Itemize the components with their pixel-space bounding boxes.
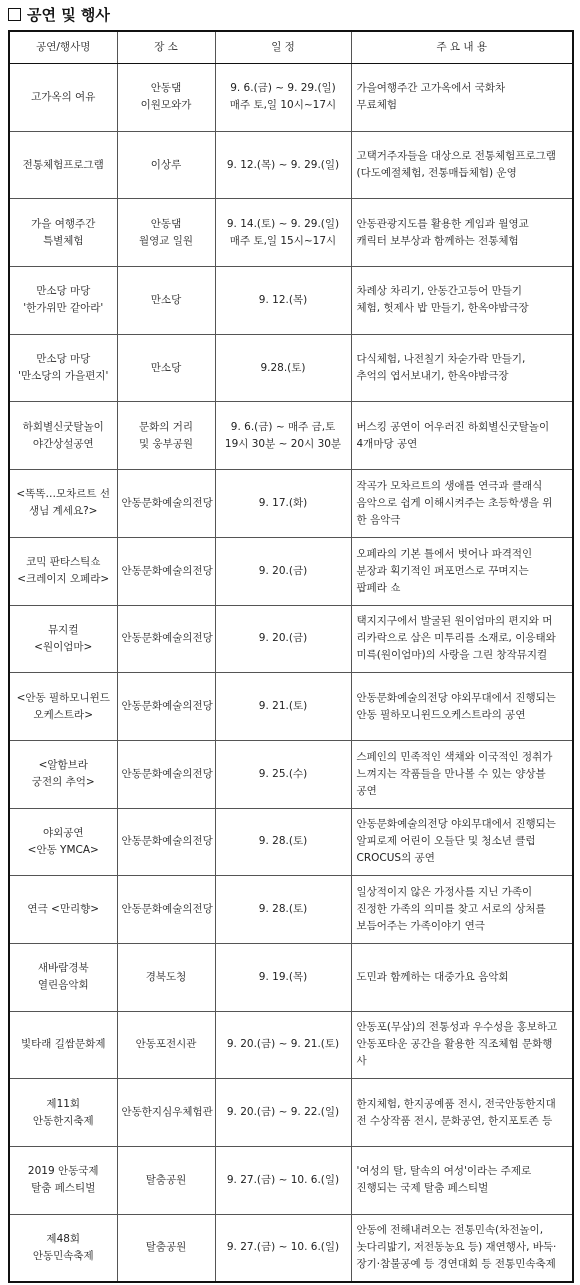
event-name-cell (9, 740, 117, 808)
schedule-line: 9. 12.(목) (258, 293, 308, 306)
event-name-cell (9, 267, 117, 335)
schedule-line: 9. 27.(금) ~ 10. 6.(일) (226, 1173, 340, 1186)
place-line: 이원모와가 (140, 99, 192, 112)
table-row (9, 64, 573, 132)
section-title: 공연 및 행사 (27, 5, 110, 24)
event-name-cell (9, 943, 117, 1011)
content-line: (다도예절체험, 전통매듭체험) 운영 (356, 167, 517, 180)
events-table-body (9, 64, 573, 1282)
place-cell (117, 470, 215, 538)
content-line: 택지지구에서 발굴된 원이엄마의 편지와 머 (356, 615, 553, 628)
event-name-line: 오케스트라> (33, 708, 93, 721)
content-line: 미륵(원이엄마)의 사랑을 그린 창작뮤지컬 (356, 649, 548, 662)
content-line: 안동 필하모니윈드오케스트라의 공연 (356, 708, 526, 721)
schedule-cell (215, 267, 351, 335)
content-line: 한지체험, 한지공예품 전시, 전국안동한지대 (356, 1097, 556, 1110)
table-row (9, 470, 573, 538)
content-line: 팝페라 쇼 (356, 581, 401, 594)
place-cell (117, 334, 215, 402)
schedule-line: 9. 20.(금) (258, 632, 308, 645)
place-cell (117, 402, 215, 470)
schedule-line: 9. 14.(토) ~ 9. 29.(일) (226, 217, 340, 230)
content-line: 안동에 전해내려오는 전통민속(차전놀이, (356, 1224, 544, 1237)
place-cell (117, 1079, 215, 1147)
table-row (9, 131, 573, 199)
content-line: 스페인의 민족적인 색채와 이국적인 정취가 (356, 750, 553, 763)
content-cell (351, 199, 573, 267)
content-line: 안동포(무삼)의 전통성과 우수성을 홍보하고 (356, 1021, 558, 1034)
content-line: 안동문화예술의전당 야외무대에서 진행되는 (356, 691, 556, 704)
place-cell (117, 943, 215, 1011)
content-cell (351, 1147, 573, 1215)
schedule-line: 9. 28.(토) (258, 835, 308, 848)
content-line: 4개마당 공연 (356, 437, 418, 450)
place-cell (117, 740, 215, 808)
content-cell (351, 1079, 573, 1147)
event-name-line: 연극 <만리향> (27, 903, 100, 916)
schedule-cell (215, 808, 351, 876)
event-name-line: 생님 계세요?> (29, 505, 98, 518)
content-line: 가을여행주간 고가옥에서 국화차 (356, 82, 506, 95)
content-line: 보듬어주는 가족이야기 연극 (356, 920, 485, 933)
schedule-cell (215, 131, 351, 199)
place-cell (117, 673, 215, 741)
schedule-line: 9. 17.(화) (258, 496, 308, 509)
header-event-name: 공연/행사명 (9, 31, 117, 64)
event-name-line: 2019 안동국제 (27, 1165, 99, 1178)
table-row (9, 1079, 573, 1147)
place-line: 이상루 (150, 158, 182, 171)
event-name-cell (9, 402, 117, 470)
content-line: 음악으로 쉽게 이해시켜주는 초등학생을 위 (356, 496, 553, 509)
place-line: 안동댐 (150, 82, 182, 95)
content-line: 장기·참불공예 등 경연대회 등 전통민속축제 (356, 1258, 556, 1271)
place-cell (117, 1147, 215, 1215)
place-line: 경북도청 (145, 970, 187, 983)
schedule-cell (215, 740, 351, 808)
schedule-cell (215, 1147, 351, 1215)
schedule-line: 9. 28.(토) (258, 903, 308, 916)
event-name-line: 안동민속축제 (32, 1249, 94, 1262)
content-line: 차례상 차리기, 안동간고등어 만들기 (356, 285, 522, 298)
content-line: 안동포타운 공간을 활용한 직조체험 문화행 (356, 1038, 553, 1051)
place-line: 안동한지심우체험관 (121, 1106, 213, 1119)
event-name-line: 궁전의 추억> (31, 776, 95, 789)
content-line: 리카락으로 삼은 미투리를 소재로, 이응태와 (356, 632, 556, 645)
event-name-line: 새바람경북 (37, 962, 89, 975)
event-name-line: 특별체험 (42, 234, 84, 247)
event-name-cell (9, 64, 117, 132)
schedule-line: 매주 토,일 15시~17시 (229, 234, 337, 247)
content-cell (351, 537, 573, 605)
event-name-line: 하회별신굿탈놀이 (22, 420, 104, 433)
schedule-line: 9. 19.(목) (258, 970, 308, 983)
content-cell (351, 1214, 573, 1282)
table-row (9, 673, 573, 741)
schedule-cell (215, 64, 351, 132)
content-cell (351, 470, 573, 538)
schedule-cell (215, 876, 351, 944)
content-cell (351, 808, 573, 876)
table-row (9, 537, 573, 605)
place-cell (117, 199, 215, 267)
schedule-line: 9. 6.(금) ~ 9. 29.(일) (230, 82, 336, 95)
place-line: 안동댐 (150, 217, 182, 230)
content-line: 고택거주자들을 대상으로 전통체험프로그램 (356, 150, 556, 163)
place-line: 안동문화예술의전당 (121, 632, 213, 645)
event-name-line: '한가위만 같아라' (23, 302, 104, 315)
schedule-cell (215, 1079, 351, 1147)
event-name-cell (9, 673, 117, 741)
place-cell (117, 1214, 215, 1282)
place-line: 월영교 일원 (138, 234, 194, 247)
content-line: 작곡가 모차르트의 생애를 연극과 클래식 (356, 479, 543, 492)
place-line: 안동문화예술의전당 (121, 700, 213, 713)
event-name-line: 빛타래 길쌈문화제 (21, 1038, 106, 1051)
place-cell (117, 876, 215, 944)
schedule-cell (215, 605, 351, 673)
content-line: 일상적이지 않은 가정사를 지닌 가족이 (356, 886, 533, 899)
table-row (9, 1214, 573, 1282)
table-row (9, 605, 573, 673)
table-row (9, 1011, 573, 1079)
event-name-line: <안동 YMCA> (27, 843, 99, 856)
schedule-cell (215, 470, 351, 538)
content-cell (351, 131, 573, 199)
content-cell (351, 876, 573, 944)
content-line: 전 수상작품 전시, 문화공연, 한지포토존 등 (356, 1114, 553, 1127)
table-row (9, 740, 573, 808)
event-name-cell (9, 131, 117, 199)
event-name-cell (9, 334, 117, 402)
place-cell (117, 808, 215, 876)
content-line: '여성의 탈, 탈속의 여성'이라는 주제로 (356, 1165, 532, 1178)
content-line: 분장과 획기적인 퍼포먼스로 꾸며지는 (356, 564, 529, 577)
table-row (9, 876, 573, 944)
content-line: 체험, 헛제사 밥 만들기, 한옥야밤극장 (356, 302, 529, 315)
event-name-line: 고가옥의 여유 (31, 90, 96, 103)
header-schedule: 일 정 (215, 31, 351, 64)
content-cell (351, 943, 573, 1011)
event-name-line: <크레이지 오페라> (17, 573, 110, 586)
content-line: 사 (356, 1055, 367, 1068)
content-cell (351, 402, 573, 470)
event-name-line: 뮤지컬 (48, 623, 79, 636)
header-place: 장 소 (117, 31, 215, 64)
content-line: 느껴지는 작품들을 만나볼 수 있는 양상블 (356, 767, 546, 780)
content-line: CROCUS의 공연 (356, 852, 435, 865)
event-name-cell (9, 1147, 117, 1215)
event-name-line: <똑똑…모차르트 선 (16, 488, 111, 501)
event-name-cell (9, 1214, 117, 1282)
content-line: 추억의 엽서보내기, 한옥야밤극장 (356, 370, 509, 383)
schedule-cell (215, 1011, 351, 1079)
schedule-line: 9.28.(토) (260, 361, 306, 374)
table-row (9, 808, 573, 876)
place-line: 안동문화예술의전당 (121, 767, 213, 780)
schedule-line: 9. 12.(목) ~ 9. 29.(일) (226, 158, 340, 171)
content-line: 도민과 함께하는 대중가요 음악회 (356, 970, 509, 983)
place-line: 안동포전시관 (135, 1038, 197, 1051)
content-line: 무료체험 (356, 99, 398, 112)
schedule-line: 19시 30분 ~ 20시 30분 (224, 437, 342, 450)
content-line: 안동문화예술의전당 야외무대에서 진행되는 (356, 818, 556, 831)
table-row (9, 402, 573, 470)
event-name-cell (9, 1079, 117, 1147)
table-row (9, 199, 573, 267)
content-cell (351, 605, 573, 673)
content-line: 진정한 가족의 의미를 찾고 서로의 상처를 (356, 903, 546, 916)
header-content: 주 요 내 용 (351, 31, 573, 64)
place-line: 안동문화예술의전당 (121, 564, 213, 577)
event-name-line: 만소당 마당 (36, 353, 91, 366)
event-name-line: 제11회 (46, 1097, 81, 1110)
events-table (8, 30, 574, 1283)
content-line: 다식체험, 나전칠기 차숟가락 만들기, (356, 353, 526, 366)
event-name-line: 안동한지축제 (32, 1114, 94, 1127)
event-name-line: 야외공연 (42, 826, 84, 839)
event-name-line: 열린음악회 (37, 979, 89, 992)
schedule-cell (215, 334, 351, 402)
event-name-line: 제48회 (46, 1232, 81, 1245)
place-line: 안동문화예술의전당 (121, 835, 213, 848)
content-line: 알피로제 어린이 오들단 및 청소년 클럽 (356, 835, 536, 848)
content-line: 캐릭터 보부상과 함께하는 전통체험 (356, 234, 519, 247)
event-name-line: 가을 여행주간 (31, 217, 96, 230)
content-cell (351, 64, 573, 132)
event-name-cell (9, 470, 117, 538)
place-line: 안동문화예술의전당 (121, 496, 213, 509)
event-name-line: 전통체험프로그램 (22, 158, 104, 171)
content-line: 오페라의 기본 틀에서 벗어나 파격적인 (356, 547, 533, 560)
event-name-cell (9, 537, 117, 605)
content-cell (351, 1011, 573, 1079)
schedule-line: 9. 25.(수) (258, 767, 308, 780)
place-line: 탈춤공원 (145, 1173, 187, 1186)
place-line: 문화의 거리 (138, 420, 194, 433)
content-line: 안동관광지도를 활용한 게임과 월영교 (356, 217, 529, 230)
place-line: 및 웅부공원 (138, 437, 194, 450)
table-header-row (9, 31, 573, 64)
schedule-line: 9. 6.(금) ~ 매주 금,토 (230, 420, 336, 433)
schedule-cell (215, 199, 351, 267)
table-row (9, 943, 573, 1011)
place-line: 안동문화예술의전당 (121, 903, 213, 916)
section-heading (8, 3, 110, 25)
event-name-cell (9, 808, 117, 876)
schedule-line: 9. 20.(금) ~ 9. 21.(토) (226, 1038, 340, 1051)
content-cell (351, 267, 573, 335)
event-name-line: <안동 필하모니윈드 (16, 691, 110, 704)
content-cell (351, 673, 573, 741)
place-line: 탈춤공원 (145, 1241, 187, 1254)
event-name-cell (9, 199, 117, 267)
place-line: 만소당 (150, 293, 182, 306)
place-cell (117, 1011, 215, 1079)
table-row (9, 1147, 573, 1215)
place-cell (117, 605, 215, 673)
place-cell (117, 537, 215, 605)
event-name-line: 야간상설공연 (32, 437, 94, 450)
event-name-line: 만소당 마당 (36, 285, 91, 298)
schedule-cell (215, 537, 351, 605)
event-name-line: 탈춤 페스티벌 (31, 1182, 96, 1195)
table-row (9, 267, 573, 335)
content-line: 진행되는 국제 탈춤 페스티벌 (356, 1182, 489, 1195)
event-name-line: 코믹 판타스틱쇼 (26, 556, 101, 569)
schedule-line: 9. 20.(금) (258, 564, 308, 577)
content-cell (351, 740, 573, 808)
schedule-cell (215, 1214, 351, 1282)
content-cell (351, 334, 573, 402)
event-name-line: <알함브라 (38, 759, 88, 772)
place-line: 만소당 (150, 361, 182, 374)
event-name-cell (9, 876, 117, 944)
content-line: 한 음악극 (356, 513, 401, 526)
event-name-line: <원이엄마> (34, 640, 93, 653)
content-line: 버스킹 공연이 어우러진 하회별신굿탈놀이 (356, 420, 550, 433)
place-cell (117, 131, 215, 199)
checkbox-square-icon (8, 8, 21, 21)
event-name-cell (9, 605, 117, 673)
event-name-line: '만소당의 가을편지' (18, 370, 109, 383)
content-line: 공연 (356, 784, 377, 797)
content-line: 놋다리밟기, 저전동농요 등) 재연행사, 바둑· (356, 1241, 557, 1254)
schedule-line: 9. 20.(금) ~ 9. 22.(일) (226, 1106, 340, 1119)
schedule-line: 9. 21.(토) (258, 700, 308, 713)
schedule-cell (215, 673, 351, 741)
schedule-cell (215, 943, 351, 1011)
schedule-cell (215, 402, 351, 470)
schedule-line: 9. 27.(금) ~ 10. 6.(일) (226, 1241, 340, 1254)
table-row (9, 334, 573, 402)
place-cell (117, 64, 215, 132)
event-name-cell (9, 1011, 117, 1079)
place-cell (117, 267, 215, 335)
schedule-line: 매주 토,일 10시~17시 (229, 99, 337, 112)
